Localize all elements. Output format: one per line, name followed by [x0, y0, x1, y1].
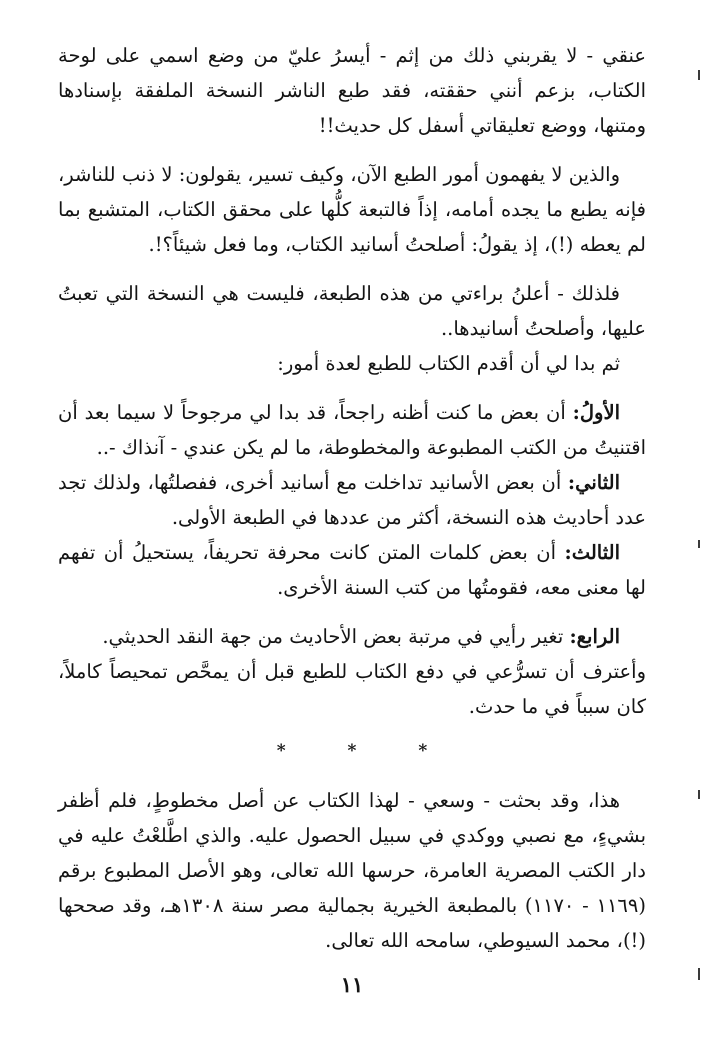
- reason-heading: الأولُ:: [572, 401, 620, 424]
- reason-text: أن بعض كلمات المتن كانت محرفة تحريفاً، يستحيلُ أن تفهم لها معنى معه، فقومتُها من كتب السنة الأخرى.: [58, 541, 646, 599]
- section-separator: * * *: [276, 741, 456, 761]
- reason-text: أن بعض ما كنت أظنه راجحاً، قد بدا لي مرجوحاً لا سيما بعد أن اقتنيتُ من الكتب المطبوعة والمخطوطة، ما لم يكن عندي - آنذاك -..: [58, 401, 646, 459]
- scan-edge-mark: [698, 540, 700, 548]
- reason-heading: الرابع:: [569, 625, 620, 648]
- paragraph-manuscript: [58, 783, 646, 958]
- paragraph-2: [58, 157, 646, 262]
- paragraph-text: ثم بدا لي أن أقدم الكتاب للطبع لعدة أمور:: [277, 352, 620, 375]
- paragraph-1: [58, 38, 646, 143]
- paragraph-4: [58, 346, 646, 381]
- reason-heading: الثاني:: [567, 471, 620, 494]
- reason-heading: الثالث:: [564, 541, 620, 564]
- paragraph-3: [58, 276, 646, 346]
- scan-edge-mark: [698, 968, 700, 980]
- page-body-text: [58, 38, 646, 958]
- page-number: ١١: [340, 972, 364, 997]
- paragraph-text: وأعترف أن تسرُّعي في دفع الكتاب للطبع قبل أن يمحَّص تمحيصاً كاملاً، كان سبباً في ما حدث.: [58, 660, 646, 718]
- reason-text: تغير رأيي في مرتبة بعض الأحاديث من جهة النقد الحديثي.: [102, 625, 570, 648]
- paragraph-text: والذين لا يفهمون أمور الطبع الآن، وكيف تسير، يقولون: لا ذنب للناشر، فإنه يطبع ما يجده أمامه، إذاً فالتبعة كلُّها على محقق الكتاب، المتشبع بما لم يعطه (!)، إذ يقولُ: أصلحتُ أسانيد الكتاب، وما فعل شيئاً؟!.: [58, 163, 646, 256]
- paragraph-admission: [58, 654, 646, 724]
- reason-fourth: [58, 619, 646, 654]
- reason-first: [58, 395, 646, 465]
- scan-edge-mark: [698, 70, 700, 80]
- reason-text: أن بعض الأسانيد تداخلت مع أسانيد أخرى، ففصلتُها، ولذلك تجد عدد أحاديث هذه النسخة، أكثر من عددها في الطبعة الأولى.: [58, 471, 646, 529]
- paragraph-text: فلذلك - أعلنُ براءتي من هذه الطبعة، فليست هي النسخة التي تعبتُ عليها، وأصلحتُ أسانيدها..: [58, 282, 646, 340]
- reason-third: [58, 535, 646, 605]
- paragraph-text: عنقي - لا يقربني ذلك من إثم - أيسرُ عليّ من وضع اسمي على لوحة الكتاب، بزعم أنني حققته، فقد طبع الناشر النسخة الملفقة بإسنادها ومتنها، ووضع تعليقاتي أسفل كل حديث!!: [58, 44, 646, 137]
- scan-edge-mark: [698, 790, 700, 799]
- reason-second: [58, 465, 646, 535]
- paragraph-text: هذا، وقد بحثت - وسعي - لهذا الكتاب عن أصل مخطوطٍ، فلم أظفر بشيءٍ، مع نصبي ووكدي في سبيل الحصول عليه. والذي اطَّلعْتُ عليه في دار الكتب المصرية العامرة، حرسها الله تعالى، وهو الأصل المطبوع برقم (١١٦٩ - ١١٧٠) بالمطبعة الخيرية بجمالية مصر سنة ١٣٠٨هـ، وقد صححها (!)، محمد السيوطي، سامحه الله تعالى.: [58, 789, 646, 952]
